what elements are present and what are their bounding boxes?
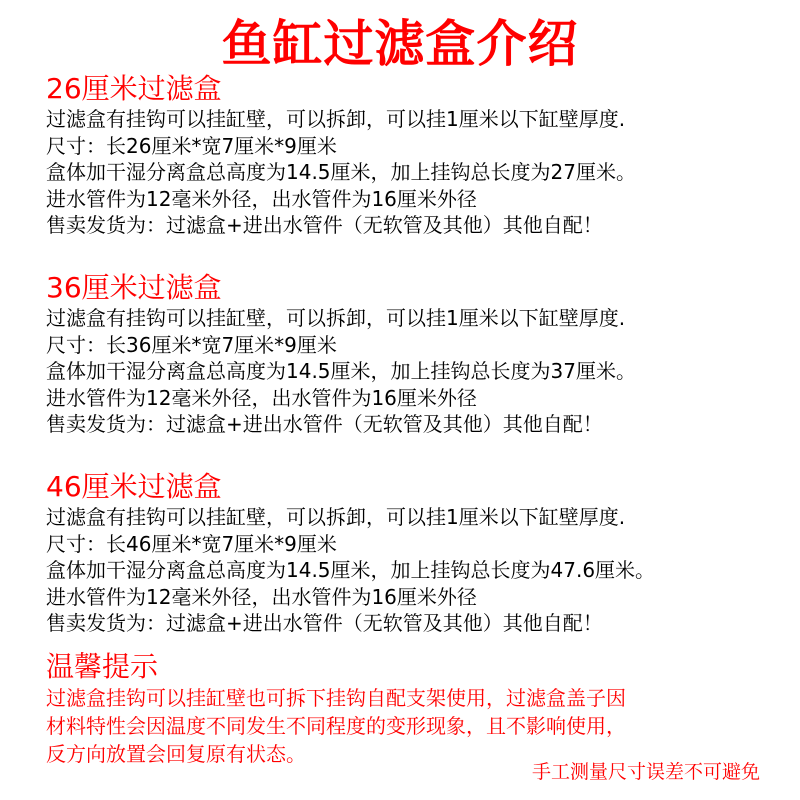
section-36cm [46, 271, 786, 438]
pipe-spec: 进水管件为12毫米外径，出水管件为16厘米外径 [46, 186, 477, 211]
tips-line: 反方向放置会回复原有状态。 [46, 742, 306, 766]
page-title: 鱼缸过滤盒介绍 [221, 15, 579, 73]
warm-tips [46, 650, 786, 768]
height-spec: 盒体加干湿分离盒总高度为14.5厘米，加上挂钩总长度为37厘米。 [46, 359, 636, 383]
size-spec: 尺寸：长26厘米*宽7厘米*9厘米 [46, 133, 337, 158]
package-contents: 售卖发货为：过滤盒+进出水管件（无软管及其他）其他自配！ [46, 611, 603, 635]
hook-description: 过滤盒有挂钩可以挂缸壁，可以拆卸，可以挂1厘米以下缸壁厚度. [46, 505, 626, 529]
tips-heading: 温馨提示 [46, 650, 159, 683]
hook-description: 过滤盒有挂钩可以挂缸壁，可以拆卸，可以挂1厘米以下缸壁厚度. [46, 107, 626, 131]
package-contents: 售卖发货为：过滤盒+进出水管件（无软管及其他）其他自配！ [46, 412, 603, 436]
size-spec: 尺寸：长36厘米*宽7厘米*9厘米 [46, 332, 337, 357]
package-contents: 售卖发货为：过滤盒+进出水管件（无软管及其他）其他自配！ [46, 213, 603, 237]
section-46cm [46, 470, 786, 637]
measurement-disclaimer: 手工测量尺寸误差不可避免 [531, 761, 760, 783]
pipe-spec: 进水管件为12毫米外径，出水管件为16厘米外径 [46, 385, 477, 410]
section-heading: 36厘米过滤盒 [46, 271, 222, 304]
height-spec: 盒体加干湿分离盒总高度为14.5厘米，加上挂钩总长度为47.6厘米。 [46, 558, 656, 582]
tips-line: 过滤盒挂钩可以挂缸壁也可拆下挂钩自配支架使用，过滤盒盖子因 [46, 686, 626, 710]
hook-description: 过滤盒有挂钩可以挂缸壁，可以拆卸，可以挂1厘米以下缸壁厚度. [46, 306, 626, 330]
height-spec: 盒体加干湿分离盒总高度为14.5厘米，加上挂钩总长度为27厘米。 [46, 160, 636, 184]
section-heading: 46厘米过滤盒 [46, 470, 222, 503]
size-spec: 尺寸：长46厘米*宽7厘米*9厘米 [46, 531, 337, 556]
section-26cm [46, 72, 786, 239]
section-heading: 26厘米过滤盒 [46, 72, 222, 105]
pipe-spec: 进水管件为12毫米外径，出水管件为16厘米外径 [46, 584, 477, 609]
tips-line: 材料特性会因温度不同发生不同程度的变形现象，且不影响使用， [46, 714, 626, 738]
